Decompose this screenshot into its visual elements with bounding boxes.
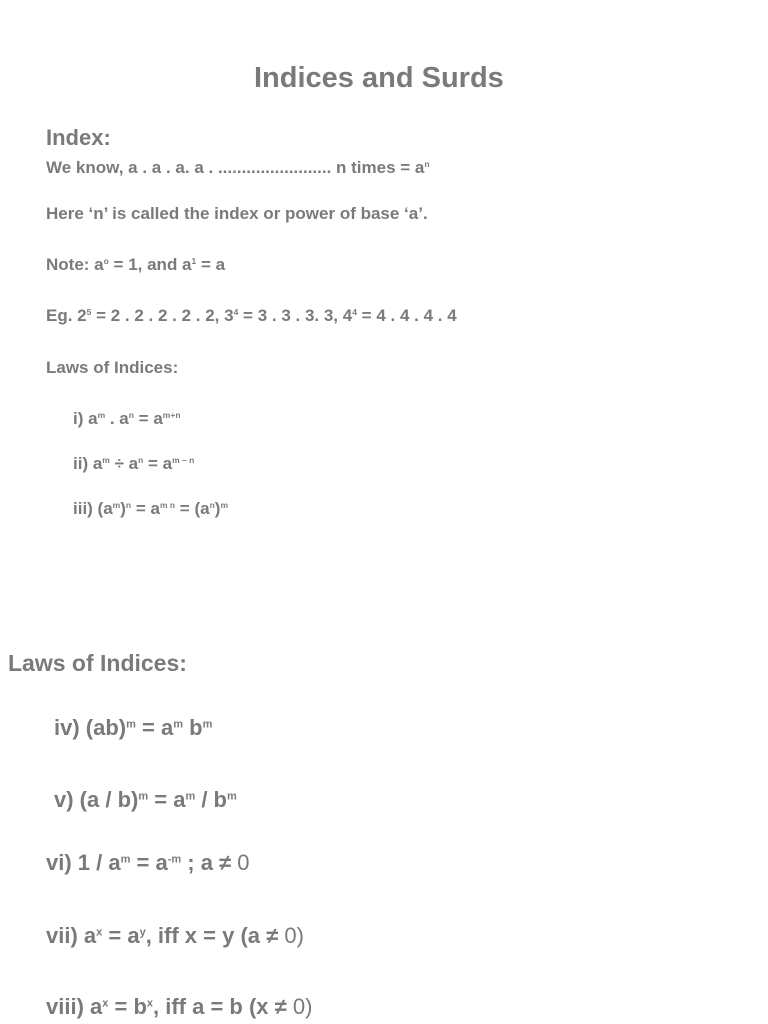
- law-vi: vi) $1 / a^m = a^{-m}$ ; a ≠ 0: [46, 850, 250, 875]
- laws-label: Laws of Indices:: [46, 358, 179, 377]
- index-heading: Index:: [46, 125, 111, 150]
- law-i: i) $a^m$ . $a^n = a^{m+n}$: [73, 409, 181, 428]
- page-title: Indices and Surds: [254, 62, 504, 94]
- law-ii: ii) $a^m \div a^n = a^{m - n}$: [73, 454, 195, 473]
- law-v: v) $(a / b)^m = a^m / b^m$: [54, 787, 237, 812]
- law-iii: iii) $(a^m)^n = a^{m n} = (a^n)^m$: [73, 499, 229, 518]
- law-iv: iv) $(ab)^m = a^m$ $b^m$: [54, 715, 213, 740]
- law-vii: vii) $a^x = a^y$, iff x = y (a ≠ 0): [46, 923, 304, 948]
- law-viii: viii) $a^x = b^x$, iff a = b (x ≠ 0): [46, 994, 313, 1019]
- we-know-line: We know, a . a . a. a . ........................ n times = $a^n$: [46, 158, 430, 177]
- here-line: Here ‘n’ is called the index or power of base ‘a’.: [46, 204, 428, 223]
- example-line: Eg. $2^5 = 2$ . 2 . 2 . 2 . 2, $3^4 = 3$ . 3 . 3. 3, $4^4 = 4$ . 4 . 4 . 4: [46, 306, 457, 325]
- laws-heading: Laws of Indices:: [8, 650, 187, 676]
- note-line: Note: $a^o = 1$, and $a^1 = a$: [46, 255, 226, 274]
